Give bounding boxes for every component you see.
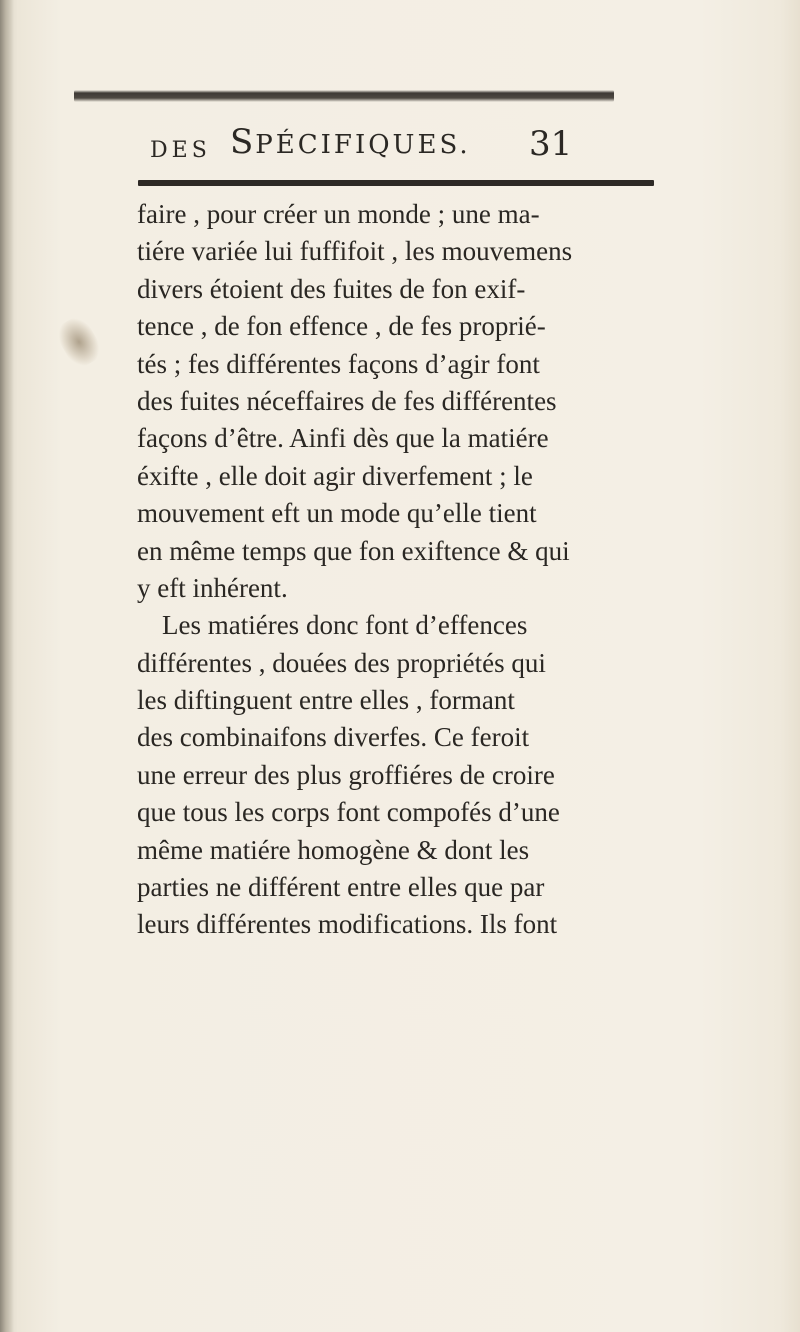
paragraph-start-line: Les matiéres donc font d’effences <box>162 610 528 641</box>
running-head-title-rest: PÉCIFIQUES. <box>255 130 471 160</box>
top-ornament-rule <box>74 90 614 102</box>
header-rule <box>138 180 654 186</box>
text-line: des combinaifons diverfes. Ce feroit <box>137 722 530 753</box>
running-head-prefix: DES <box>150 138 211 163</box>
text-line: faire , pour créer un monde ; une ma- <box>137 199 540 229</box>
text-line: y eft inhérent. <box>137 572 288 603</box>
text-line: différentes , douées des propriétés qui <box>137 647 546 678</box>
margin-mark <box>52 313 105 372</box>
text-line: divers étoient des fuites de fon exif- <box>137 273 526 304</box>
text-line: tés ; fes différentes façons d’agir font <box>137 348 540 379</box>
running-head <box>150 120 650 170</box>
body-text <box>137 196 697 944</box>
running-head-title-initial: S <box>230 122 256 162</box>
text-line: que tous les corps font compofés d’une <box>137 797 560 828</box>
text-line: tence , de fon effence , de fes proprié- <box>137 311 546 342</box>
text-line: tiére variée lui fuffifoit , les mouvemens <box>137 236 573 267</box>
page-gutter-shadow <box>0 0 14 1332</box>
text-line: des fuites néceffaires de fes différentes <box>137 385 557 416</box>
text-line: une erreur des plus groffiéres de croire <box>137 759 555 790</box>
text-line: façons d’être. Ainfi dès que la matiére <box>137 423 549 454</box>
page-number: 31 <box>529 124 573 164</box>
text-line: éxifte , elle doit agir diverfement ; le <box>137 460 533 491</box>
text-line: parties ne différent entre elles que par <box>137 872 545 903</box>
text-line: en même temps que fon exiftence & qui <box>137 535 570 566</box>
text-line: même matiére homogène & dont les <box>137 834 530 865</box>
text-line: mouvement eft un mode qu’elle tient <box>137 498 537 529</box>
text-line: les diftinguent entre elles , formant <box>137 685 515 716</box>
running-head-title <box>230 122 471 162</box>
text-line: leurs différentes modifications. Ils font <box>137 909 558 940</box>
